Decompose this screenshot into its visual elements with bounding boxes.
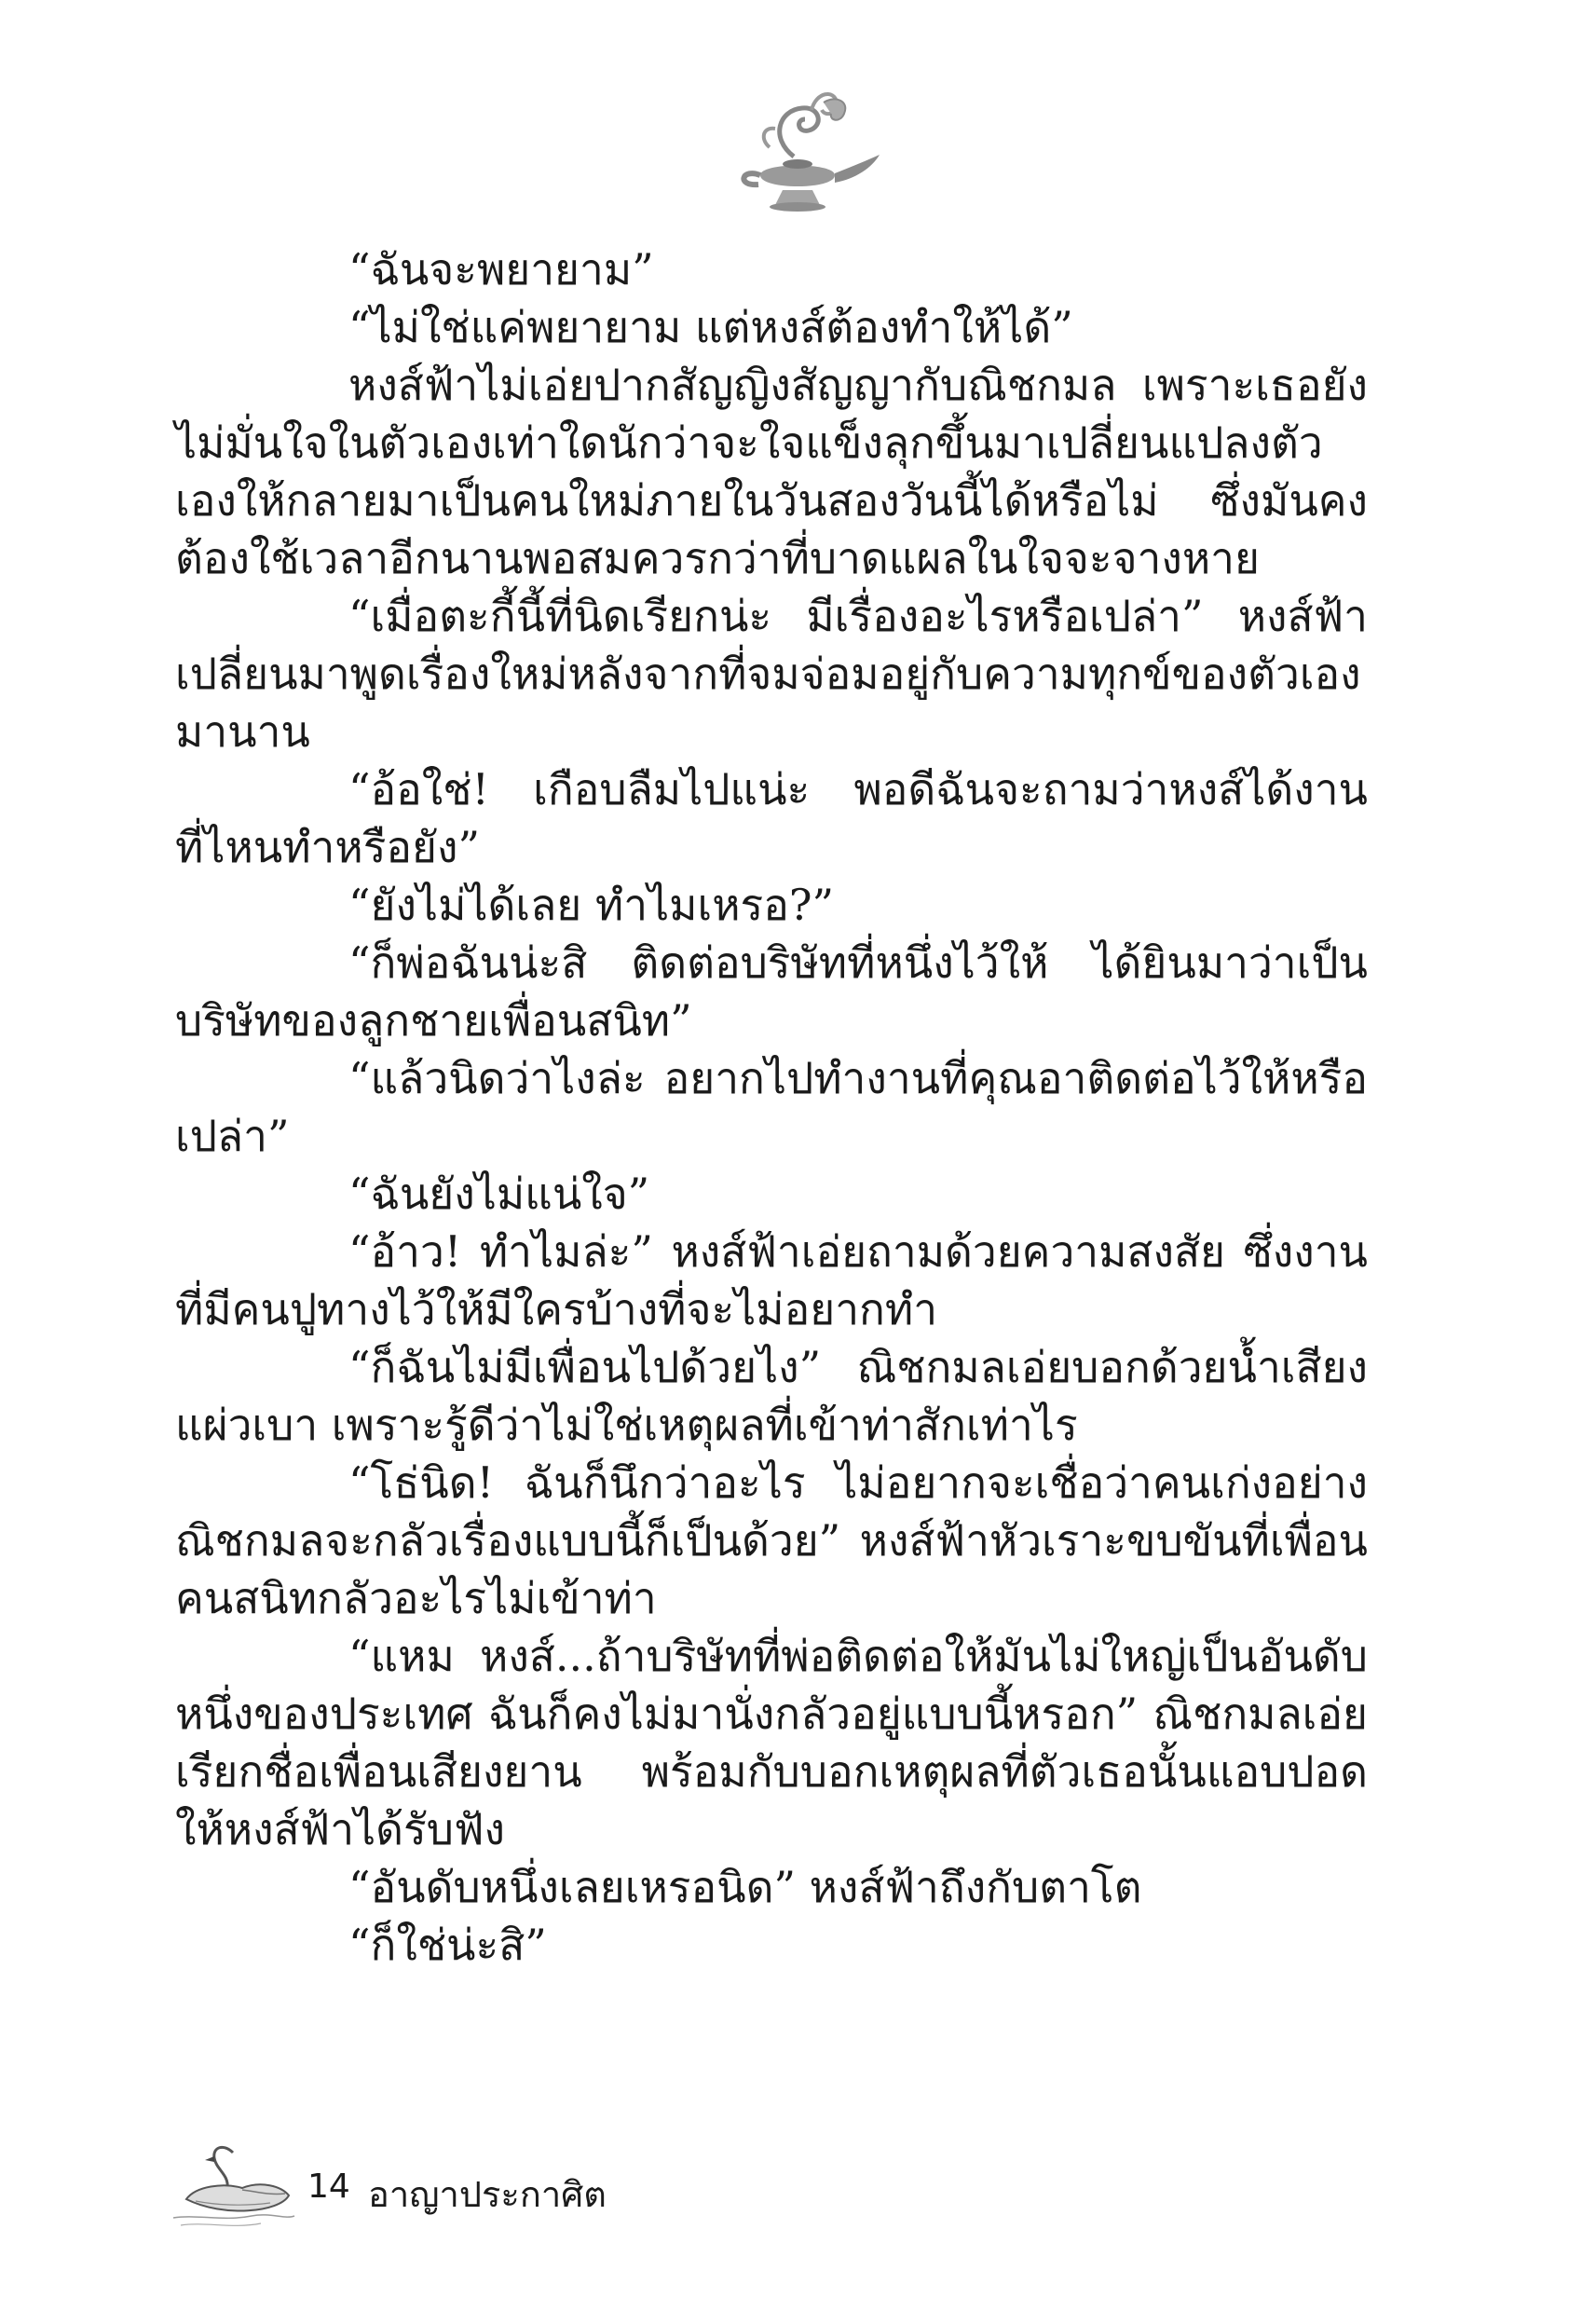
page-footer bbox=[168, 2134, 820, 2236]
paragraph: “โธ่นิด! ฉันก็นึกว่าอะไร ไม่อยากจะเชื่อว่าคนเก่งอย่างณิชกมลจะกลัวเรื่องแบบนี้ก็เป็นด้วย” หงส์ฟ้าหัวเราะขบขันที่เพื่อนคนสนิทกลัวอะไรไม่เข้าท่า bbox=[175, 1457, 1368, 1623]
paragraph: “อ้อใช่! เกือบลืมไปแน่ะ พอดีฉันจะถามว่าหงส์ได้งานที่ไหนทำหรือยัง” bbox=[175, 764, 1368, 872]
paragraph: “ฉันจะพยายาม” bbox=[348, 244, 654, 294]
paragraph: หงส์ฟ้าไม่เอ่ยปากสัญญิงสัญญากับณิชกมล เพราะเธอยังไม่มั่นใจในตัวเองเท่าใดนักว่าจะใจแข็งลุกขึ้นมาเปลี่ยนแปลงตัวเองให้กลายมาเป็นคนใหม่ภายในวันสองวันนี้ได้หรือไม่ ซึ่งมันคงต้องใช้เวลาอีกนานพอสมควรกว่าที่บาดแผลในใจจะจางหาย bbox=[175, 360, 1368, 583]
paragraph: “ก็พ่อฉันน่ะสิ ติดต่อบริษัทที่หนึ่งไว้ให้ ได้ยินมาว่าเป็นบริษัทของลูกชายเพื่อนสนิท” bbox=[175, 937, 1368, 1046]
paragraph: “เมื่อตะกี้นี้ที่นิดเรียกน่ะ มีเรื่องอะไรหรือเปล่า” หงส์ฟ้าเปลี่ยนมาพูดเรื่องใหม่หลังจากที่จมจ่อมอยู่กับความทุกข์ของตัวเองมานาน bbox=[175, 591, 1368, 757]
story-text-body bbox=[175, 240, 1368, 1974]
paragraph: “อันดับหนึ่งเลยเหรอนิด” หงส์ฟ้าถึงกับตาโต bbox=[348, 1862, 1142, 1912]
paragraph: “แล้วนิดว่าไงล่ะ อยากไปทำงานที่คุณอาติดต่อไว้ให้หรือเปล่า” bbox=[175, 1053, 1368, 1161]
paragraph: “แหม หงส์...ถ้าบริษัทที่พ่อติดต่อให้มันไม่ใหญ่เป็นอันดับหนึ่งของประเทศ ฉันก็คงไม่มานั่งกลัวอยู่แบบนี้หรอก” ณิชกมลเอ่ยเรียกชื่อเพื่อนเสียงยาน พร้อมกับบอกเหตุผลที่ตัวเธอนั้นแอบปอดให้หงส์ฟ้าได้รับฟัง bbox=[175, 1631, 1368, 1854]
paragraph: “อ้าว! ทำไมล่ะ” หงส์ฟ้าเอ่ยถามด้วยความสงสัย ซึ่งงานที่มีคนปูทางไว้ให้มีใครบ้างที่จะไม่อยากทำ bbox=[175, 1226, 1368, 1334]
paragraph: “ฉันยังไม่แน่ใจ” bbox=[348, 1169, 650, 1219]
paragraph: “ก็ใช่น่ะสิ” bbox=[348, 1920, 547, 1970]
paragraph: “ยังไม่ได้เลย ทำไมเหรอ?” bbox=[348, 880, 835, 930]
paragraph: “ไม่ใช่แค่พยายาม แต่หงส์ต้องทำให้ได้” bbox=[348, 302, 1073, 352]
swan-icon bbox=[168, 2134, 298, 2236]
genie-lamp-ornament-icon bbox=[704, 82, 891, 222]
paragraph: “ก็ฉันไม่มีเพื่อนไปด้วยไง” ณิชกมลเอ่ยบอกด้วยน้ำเสียงแผ่วเบา เพราะรู้ดีว่าไม่ใช่เหตุผลที่เข้าท่าสักเท่าไร bbox=[175, 1342, 1368, 1450]
page-number: 14 bbox=[307, 2167, 350, 2206]
book-title: อาญาประกาศิต bbox=[368, 2174, 607, 2215]
